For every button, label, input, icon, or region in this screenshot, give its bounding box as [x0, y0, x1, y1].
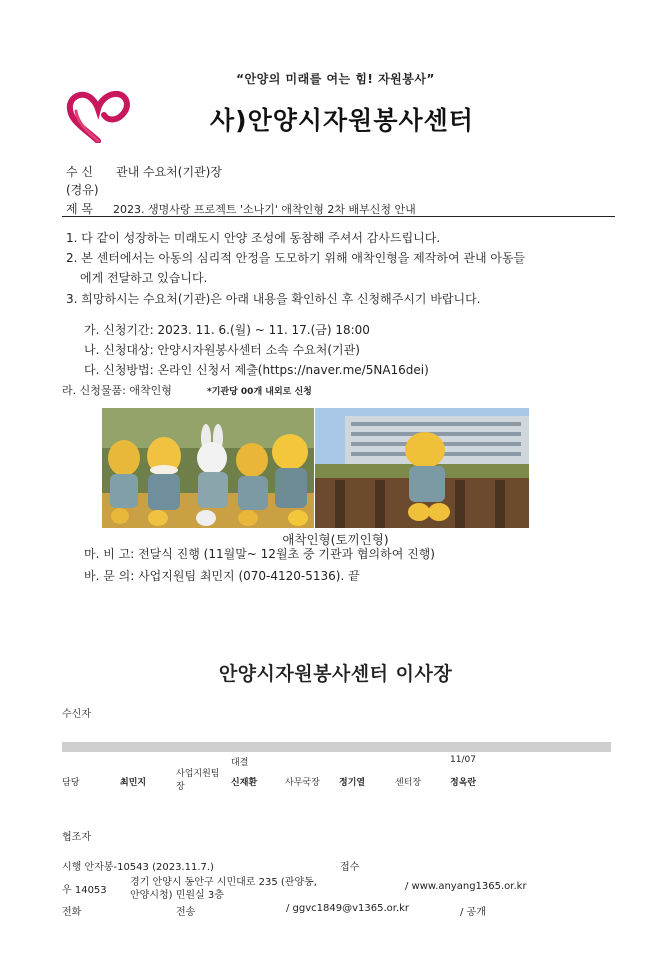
photo-caption: 애착인형(토끼인형) — [282, 532, 389, 547]
approval-daegyeol: 대결 — [231, 758, 249, 768]
phone-label: 전화 — [62, 907, 82, 918]
paragraph-1: 1. 다 같이 성장하는 미래도시 안양 조성에 동참해 주셔서 감사드립니다. — [66, 231, 441, 245]
item-application-goods: 라. 신청물품: 애착인형 — [62, 384, 172, 397]
recipient-value: 관내 수요처(기관)장 — [116, 165, 222, 179]
item-goods-note: *기관당 00개 내외로 신청 — [207, 387, 312, 397]
approval-center-head-label: 센터장 — [395, 778, 422, 788]
signature-title: 안양시자원봉사센터 이사장 — [218, 663, 453, 685]
address-line1: 경기 안양시 동안구 시민대로 235 (관양동, — [130, 877, 317, 888]
header-divider — [62, 216, 615, 217]
paragraph-2-line1: 2. 본 센터에서는 아동의 심리적 안정을 도모하기 위해 애착인형을 제작하여 관내 아동들 — [66, 251, 526, 265]
item-application-method: 다. 신청방법: 온라인 신청서 제출(https://naver.me/5NA16dei) — [84, 363, 429, 377]
paragraph-3: 3. 희망하시는 수요처(기관)은 아래 내용을 확인하신 후 신청해주시기 바랍니다. — [66, 292, 481, 306]
paragraph-2-line2: 에게 전달하고 있습니다. — [80, 271, 208, 285]
approval-team-lead-name: 신재환 — [231, 778, 258, 788]
cooperator-label: 협조자 — [62, 832, 91, 843]
recipient-label: 수 신 — [66, 165, 93, 179]
enforcement-number: 시행 안자봉-10543 (2023.11.7.) — [62, 862, 214, 873]
subject-label: 제 목 — [66, 202, 93, 216]
heart-logo-icon — [66, 91, 130, 143]
approval-team-lead-label: 사업지원팀장 — [176, 769, 220, 792]
item-remarks: 마. 비 고: 전달식 진행 (11월말~ 12월초 중 기관과 협의하여 진행) — [84, 547, 435, 561]
approval-center-head-name: 정옥란 — [450, 778, 477, 788]
address-line2: 안양시청) 민원실 3층 — [130, 890, 224, 901]
fax-label: 전송 — [176, 907, 196, 918]
footer-divider-bar — [62, 742, 611, 752]
website-link[interactable]: / www.anyang1365.or.kr — [405, 881, 527, 892]
recipients-label: 수신자 — [62, 709, 91, 720]
email-link[interactable]: / ggvc1849@v1365.or.kr — [286, 903, 410, 914]
reception-label: 접수 — [340, 862, 360, 873]
doll-group-photo — [102, 408, 314, 528]
approval-office-head-label: 사무국장 — [285, 778, 320, 788]
approval-damdang-name: 최민지 — [120, 778, 147, 788]
approval-office-head-name: 정기열 — [339, 778, 366, 788]
subject-value: 2023. 생명사랑 프로젝트 '소나기' 애착인형 2차 배부신청 안내 — [113, 203, 416, 216]
approval-date: 11/07 — [450, 755, 476, 765]
item-application-period: 가. 신청기간: 2023. 11. 6.(월) ~ 11. 17.(금) 18:00 — [84, 323, 370, 337]
organization-name: 사)안양시자원봉사센터 — [210, 106, 474, 135]
doll-building-photo — [315, 408, 529, 528]
approval-damdang-label: 담당 — [62, 778, 80, 788]
item-inquiry: 바. 문 의: 사업지원팀 최민지 (070-4120-5136). 끝 — [84, 569, 360, 583]
via-label: (경유) — [66, 183, 99, 197]
slogan: “안양의 미래를 여는 힘! 자원봉사” — [236, 72, 435, 86]
disclosure-status: / 공개 — [460, 907, 486, 918]
item-application-target: 나. 신청대상: 안양시자원봉사센터 소속 수요처(기관) — [84, 343, 360, 357]
postal-code: 우 14053 — [62, 885, 107, 896]
